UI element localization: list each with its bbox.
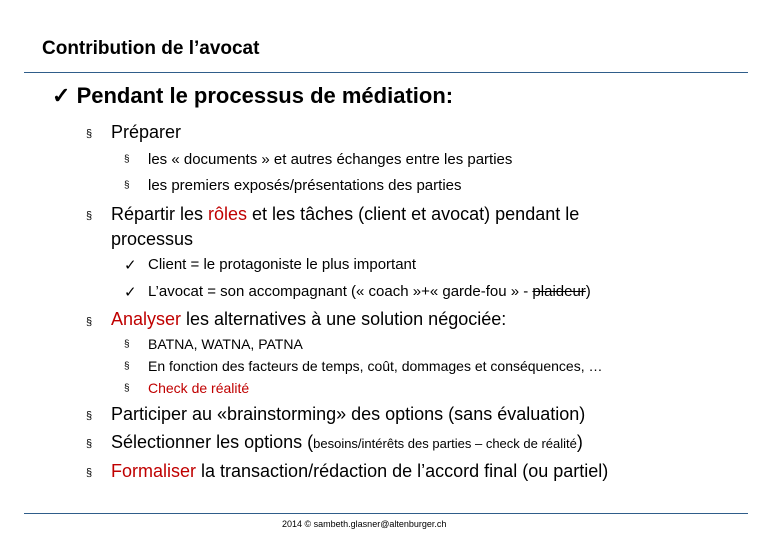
square-bullet-icon: § [124, 180, 130, 191]
sub-item: Check de réalité [148, 380, 250, 396]
struck-text: plaideur [532, 283, 586, 300]
list-item-roles [111, 204, 579, 225]
heading [52, 83, 453, 109]
heading-text: Pendant le processus de médiation: [76, 83, 454, 108]
sub-item: les premiers exposés/présentations des parties [148, 177, 462, 194]
text: Sélectionner les options ( [111, 432, 314, 452]
highlight-text: Formaliser [111, 461, 197, 481]
text: ) [576, 432, 583, 452]
list-item-prep: Préparer [111, 122, 182, 142]
sub-item [148, 283, 591, 300]
check-icon: ✓ [52, 83, 71, 108]
list-item-select [111, 432, 583, 453]
check-icon: ✓ [124, 257, 137, 274]
text: L’avocat = son accompagnant (« coach »+« garde-fou » - [148, 283, 533, 300]
square-bullet-icon: § [124, 339, 130, 350]
footer-text: 2014 © sambeth.glasner@altenburger.ch [282, 519, 447, 529]
slide-title: Contribution de l’avocat [42, 38, 260, 59]
square-bullet-icon: § [86, 316, 93, 328]
text: et les tâches (client et avocat) pendant le [247, 204, 580, 224]
footer-divider [24, 513, 748, 514]
sub-item: En fonction des facteurs de temps, coût, dommages et conséquences, … [148, 358, 603, 374]
square-bullet-icon: § [86, 467, 93, 479]
square-bullet-icon: § [86, 410, 93, 422]
check-icon: ✓ [124, 284, 137, 301]
text: la transaction/rédaction de l’accord final (ou partiel) [196, 461, 609, 481]
list-item-brainstorm: Participer au «brainstorming» des options (sans évaluation) [111, 404, 586, 424]
square-bullet-icon: § [86, 210, 93, 222]
list-item-roles-cont: processus [111, 229, 194, 249]
text: les alternatives à une solution négociée: [181, 309, 507, 329]
list-item-alternatives [111, 309, 506, 330]
sub-item: les « documents » et autres échanges entre les parties [148, 151, 513, 168]
text: ) [585, 283, 591, 300]
square-bullet-icon: § [86, 128, 93, 140]
sub-item: BATNA, WATNA, PATNA [148, 336, 303, 352]
title-divider [24, 72, 748, 73]
square-bullet-icon: § [124, 154, 130, 165]
sub-item: Client = le protagoniste le plus important [148, 256, 417, 273]
highlight-text: Analyser [111, 309, 182, 329]
text: Répartir les [111, 204, 209, 224]
square-bullet-icon: § [124, 361, 130, 372]
highlight-text: rôles [208, 204, 248, 224]
square-bullet-icon: § [124, 383, 130, 394]
list-item-formalise [111, 461, 608, 482]
square-bullet-icon: § [86, 438, 93, 450]
small-text: besoins/intérêts des parties – check de réalité [313, 436, 577, 451]
